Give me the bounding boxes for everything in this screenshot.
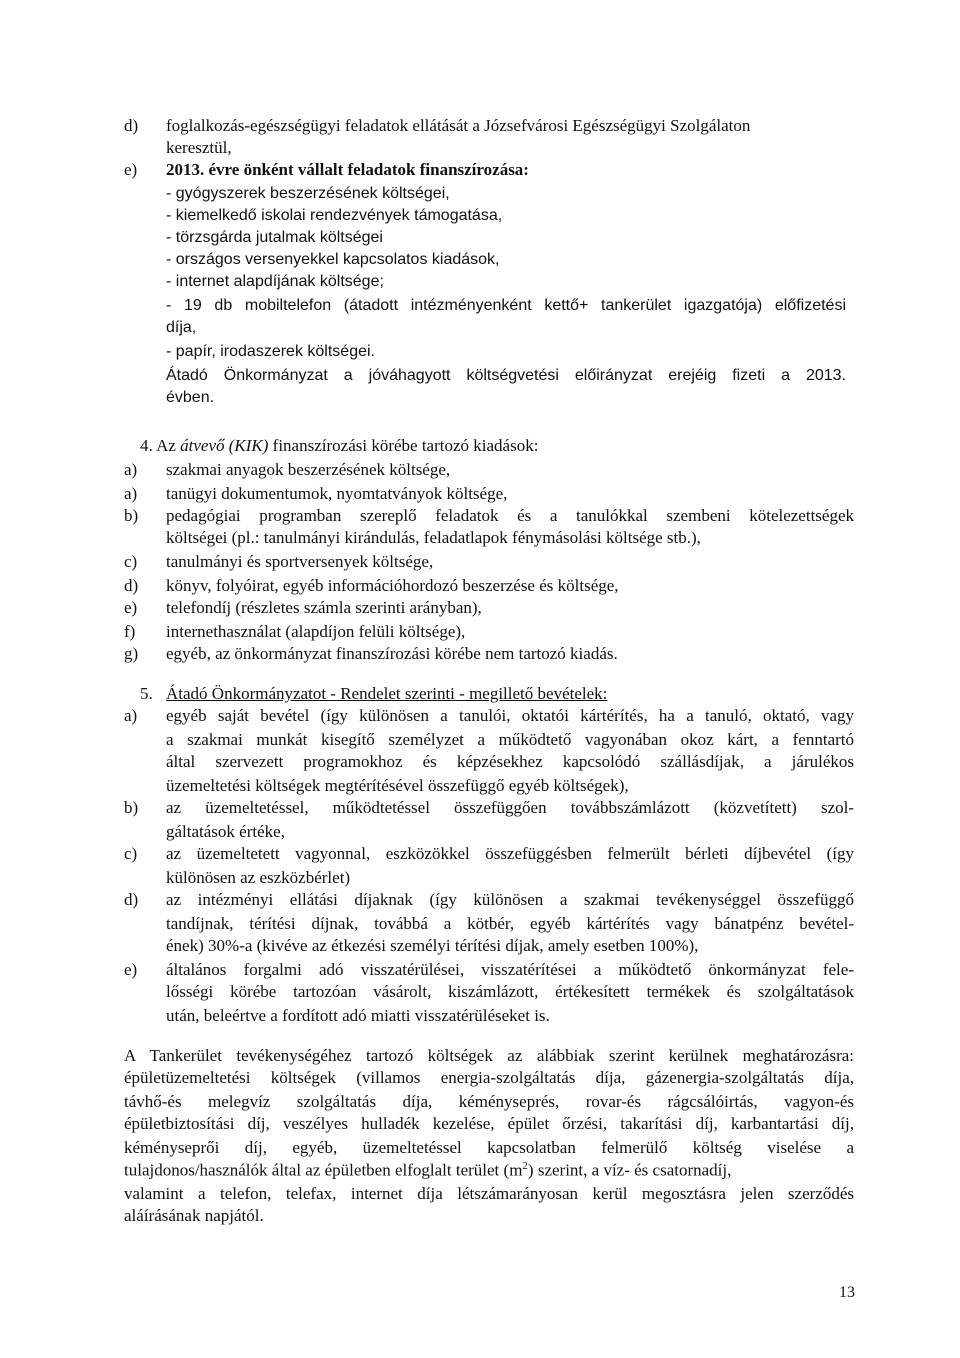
section-4-heading <box>140 436 538 456</box>
list-item: könyv, folyóirat, egyéb információhordozó beszerzése és költsége, <box>166 576 619 595</box>
heading-text: Az <box>156 436 181 455</box>
list-label-d: d) <box>124 116 139 135</box>
list-item: - gyógyszerek beszerzésének költségei, <box>166 185 450 202</box>
closing-line: Átadó Önkormányzat a jóváhagyott költségvetési előirányzat erejéig fizeti a 2013. <box>166 367 846 384</box>
list-item: tanulmányi és sportversenyek költsége, <box>166 552 434 571</box>
list-item: - törzsgárda jutalmak költségei <box>166 229 383 246</box>
list-item: - kiemelkedő iskolai rendezvények támogatása, <box>166 207 503 224</box>
list-item: - 19 db mobiltelefon (átadott intézményenként kettő+ tankerület igazgatója) előfizetési <box>166 297 846 314</box>
page-number: 13 <box>839 1284 855 1301</box>
list-item: általános forgalmi adó visszatérülései, visszatérítései a működtető önkormányzat fele- <box>166 960 854 979</box>
list-item: - internet alapdíjának költsége; <box>166 273 384 290</box>
paragraph-line <box>124 1160 854 1181</box>
list-label: d) <box>124 890 139 909</box>
list-item-d-line2: keresztül, <box>166 138 232 157</box>
list-item: az üzemeltetéssel, működtetéssel összefüggően továbbszámlázott (közvetített) szol- <box>166 798 854 817</box>
paragraph-text-post: ) szerint, a víz- és csatornadíj, <box>527 1160 732 1180</box>
section-number: 5. <box>140 684 153 703</box>
paragraph-line: A Tankerület tevékenységéhez tartozó költségek az alábbiak szerint kerülnek meghatározásra: <box>124 1046 854 1065</box>
paragraph-line: épületbiztosítási díj, veszélyes hulladék kezelése, épület őrzési, takarítási díj, karbantartási díj, <box>124 1114 854 1133</box>
list-item: egyéb, az önkormányzat finanszírozási körébe nem tartozó kiadás. <box>166 644 618 663</box>
list-item: után, beleértve a fordított adó miatti visszatérüléseket is. <box>166 1006 550 1025</box>
list-label: a) <box>124 484 138 503</box>
list-item: által szervezett programokhoz és képzésekhez kapcsolódó szállásdíjak, a járulékos <box>166 752 854 771</box>
paragraph-text <box>124 1160 731 1181</box>
closing-line: évben. <box>166 389 215 406</box>
list-item: gáltatások értéke, <box>166 822 285 841</box>
list-item: - papír, irodaszerek költségei. <box>166 343 375 360</box>
list-label-e: e) <box>124 160 138 179</box>
section-5-heading: Átadó Önkormányzatot - Rendelet szerinti - megillető bevételek: <box>166 684 608 703</box>
list-label: f) <box>124 622 136 641</box>
list-label: a) <box>124 460 138 479</box>
list-item: tanügyi dokumentumok, nyomtatványok költsége, <box>166 484 508 503</box>
paragraph-line: kéményseprői díj, egyéb, üzemeltetéssel kapcsolatban felmerülő költség viselése a <box>124 1138 854 1157</box>
paragraph-line: távhő-és melegvíz szolgáltatás díja, kéményseprés, rovar-és rágcsálóirtás, vagyon-és <box>124 1092 854 1111</box>
paragraph-line: épületüzemeltetési költségek (villamos energia-szolgáltatás díja, gázenergia-szolgáltatás díja, <box>124 1068 854 1087</box>
list-item: különösen az eszközbérlet) <box>166 868 351 887</box>
list-label: b) <box>124 798 139 817</box>
list-item: pedagógiai programban szereplő feladatok és a tanulókkal szembeni kötelezettségek <box>166 506 854 525</box>
list-label: b) <box>124 506 139 525</box>
list-label: e) <box>124 960 138 979</box>
list-item: üzemeltetési költségek megtérítésével összefüggő egyéb költségek), <box>166 776 629 795</box>
list-item: internethasználat (alapdíjon felüli költsége), <box>166 622 466 641</box>
list-item: szakmai anyagok beszerzésének költsége, <box>166 460 451 479</box>
list-item: lősségi körébe tartozóan vásárolt, kiszámlázott, értékesített termékek és szolgáltatások <box>166 982 854 1001</box>
list-item: az üzemeltetett vagyonnal, eszközökkel összefüggésben felmerült bérleti díjbevétel (így <box>166 844 854 863</box>
list-label: a) <box>124 706 138 725</box>
superscript: 2 <box>522 1160 528 1172</box>
section-heading: 2013. évre önként vállalt feladatok finanszírozása: <box>166 160 529 179</box>
list-label: c) <box>124 844 138 863</box>
heading-italic: átvevő (KIK) <box>180 436 269 455</box>
paragraph-text-pre: tulajdonos/használók által az épületben elfoglalt terület (m <box>124 1160 523 1180</box>
list-label: d) <box>124 576 139 595</box>
list-item-d-line1: foglalkozás-egészségügyi feladatok ellátását a Józsefvárosi Egészségügyi Szolgálaton <box>166 116 751 135</box>
list-item: - országos versenyekkel kapcsolatos kiadások, <box>166 251 500 268</box>
list-item: ének) 30%-a (kivéve az étkezési személyi térítési díjak, amely esetben 100%), <box>166 936 699 955</box>
list-item: díja, <box>166 319 197 336</box>
paragraph-line: valamint a telefon, telefax, internet díja létszámarányosan kerül megosztásra jelen szerződés <box>124 1184 854 1203</box>
list-item: telefondíj (részletes számla szerinti arányban), <box>166 598 482 617</box>
list-item: a szakmai munkát kisegítő személyzet a működtető vagyonában okoz kárt, a fenntartó <box>166 730 854 749</box>
list-item: egyéb saját bevétel (így különösen a tanulói, oktatói kártérítés, ha a tanuló, oktató, vagy <box>166 706 854 725</box>
section-number: 4. <box>140 436 153 455</box>
list-item: költségei (pl.: tanulmányi kirándulás, feladatlapok fénymásolási költsége stb.), <box>166 528 701 547</box>
list-item: az intézményi ellátási díjaknak (így különösen a szakmai tevékenységgel összefüggő <box>166 890 854 909</box>
list-label: e) <box>124 598 138 617</box>
list-item: tandíjnak, térítési díjnak, továbbá a kötbér, egyéb kártérítés vagy bánatpénz bevétel- <box>166 914 854 933</box>
list-label: c) <box>124 552 138 571</box>
paragraph-line: aláírásának napjától. <box>124 1206 264 1225</box>
heading-text: finanszírozási körébe tartozó kiadások: <box>268 436 539 455</box>
list-label: g) <box>124 644 139 663</box>
